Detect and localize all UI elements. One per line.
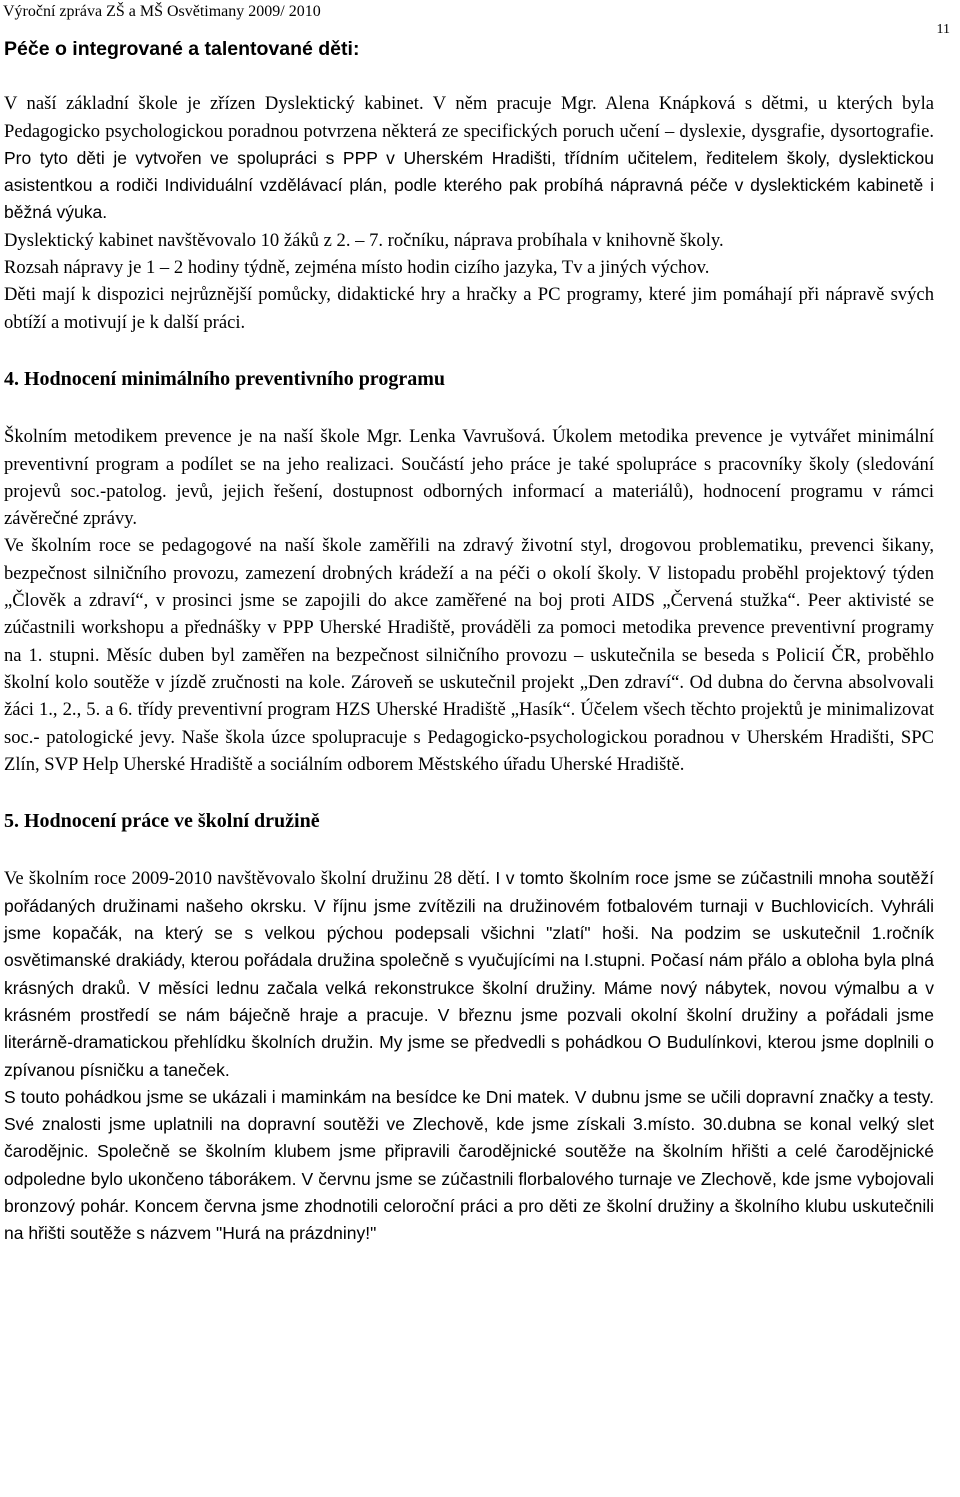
prevention-heading: 4. Hodnocení minimálního preventivního programu — [4, 367, 445, 390]
dyslexia-intro-text: V naší základní škole je zřízen Dyslektický kabinet. V něm pracuje Mgr. Alena Knápková s dětmi, u kterých byla Pedagogicko psychologickou poradnou potvrzena některá ze specifických poruch učení – dyslexie, dysgrafie, dysortografie. — [4, 93, 934, 142]
running-header: Výroční zpráva ZŠ a MŠ Osvětimany 2009/ 2010 — [3, 3, 321, 20]
dyslexia-plan-text: Pro tyto děti je vytvořen ve spolupráci s PPP v Uherském Hradišti, třídním učitelem, ředitelem školy, dyslektickou asistentkou a rodiči Individuální vzdělávací plán, podle kterého pak probíhá nápravná péče v dyslektickém kabinetě i běžná výuka. — [4, 147, 934, 223]
integrated-children-heading: Péče o integrované a talentované děti: — [4, 38, 360, 60]
club-activities-text: I v tomto školním roce jsme se zúčastnili mnoha soutěží pořádaných družinami našeho okrsku. V říjnu jsme zvítězili na družinovém fotbalovém turnaji v Buchlovicích. Vyhráli jsme kopačák, na který se s velkou pýchou podepsali všichni "zlatí" hoši. Na podzim se uskutečnil 1.ročník osvětimanské drakiády, kterou pořádala družina společně s vyučujícími na I.stupni. Počasí nám přálo a obloha byla plná krásných draků. V měsíci lednu začala velká rekonstrukce školní družiny. Máme nový nábytek, novou výmalbu a v krásném prostředí se nám báječně hraje a pracuje. V březnu jsme pozvali okolní školní družiny a pořádali jsme literárně-dramatickou přehlídku školních družin. My jsme se předvedli s pohádkou O Budulínkovi, kterou jsme doplnili o zpívanou písničku a taneček. — [4, 868, 934, 1080]
club-attendance-text: Ve školním roce 2009-2010 navštěvovalo školní družinu 28 dětí. — [4, 868, 496, 890]
aids-paragraph: Děti mají k dispozici nejrůznější pomůcky, didaktické hry a hračky a PC programy, které jim pomáhají při nápravě svých obtíží a motivují je k další práci. — [4, 284, 934, 333]
after-school-club-heading: 5. Hodnocení práce ve školní družině — [4, 810, 320, 833]
remedy-scope-paragraph: Rozsah nápravy je 1 – 2 hodiny týdně, zejména místo hodin cizího jazyka, Tv a jiných výchov. — [4, 257, 710, 279]
document-body — [4, 36, 934, 1248]
club-paragraph-1 — [4, 865, 934, 1083]
dyslexia-paragraph — [4, 90, 934, 226]
club-paragraph-2: S touto pohádkou jsme se ukázali i maminkám na besídce ke Dni matek. V dubnu jsme se učili dopravní značky a testy. Své znalosti jsme uplatnili na dopravní soutěži ve Zlechově, kde jsme získali 3.místo. 30.dubna se konal velký slet čarodějnic. Společně se školním klubem jsme připravili čarodějnické soutěže na školním hřišti a celé čarodějnické odpoledne bylo ukončeno táborákem. V červnu jsme se zúčastnili florbalového turnaje ve Zlechově, kde jsme vybojovali bronzový pohár. Koncem června jsme zhodnotili celoroční práci a pro děti ze školní družiny a školního klubu uskutečnili na hřišti soutěže s názvem "Hurá na prázdniny!" — [4, 1086, 934, 1244]
page-number: 11 — [936, 22, 950, 37]
prevention-paragraph-2: Ve školním roce se pedagogové na naší škole zaměřili na zdravý životní styl, drogovou problematiku, prevenci šikany, bezpečnost silničního provozu, zamezení drobných krádeží a na péči o okolí školy. V listopadu proběhl projektový týden „Člověk a zdraví“, v prosinci jsme se zapojili do akce zaměřené na boj proti AIDS „Červená stužka“. Peer aktivisté se zúčastnili workshopu a přednášky v PPP Uherské Hradiště, prováděli za pomoci metodika prevence preventivní programy na 1. stupni. Měsíc duben byl zaměřen na bezpečnost silničního provozu – uskutečnila se beseda s Policií ČR, proběhlo školní kolo soutěže v jízdě zručnosti na kole. Zároveň se uskutečnil projekt „Den zdraví“. Od dubna do června absolvovali žáci 1., 2., 5. a 6. třídy preventivní program HZS Uherské Hradiště „Hasík“. Účelem všech těchto projektů je minimalizovat soc.- patologické jevy. Naše škola úzce spolupracuje s Pedagogicko-psychologickou poradnou v Uherském Hradišti, SPC Zlín, SVP Help Uherské Hradiště a sociálním odborem Městského úřadu Uherské Hradiště. — [4, 535, 934, 775]
prevention-paragraph-1: Školním metodikem prevence je na naší škole Mgr. Lenka Vavrušová. Úkolem metodika prevence je vytvářet minimální preventivní program a podílet se na jeho realizaci. Součástí jeho práce je také spolupráce s pracovníky školy (sledování projevů soc.-patolog. jevů, jejich řešení, dostupnost odborných informací a materiálů), hodnocení programu v rámci závěrečné zprávy. — [4, 426, 934, 530]
dyslexia-visits-paragraph: Dyslektický kabinet navštěvovalo 10 žáků z 2. – 7. ročníku, náprava probíhala v knihovně školy. — [4, 229, 724, 251]
